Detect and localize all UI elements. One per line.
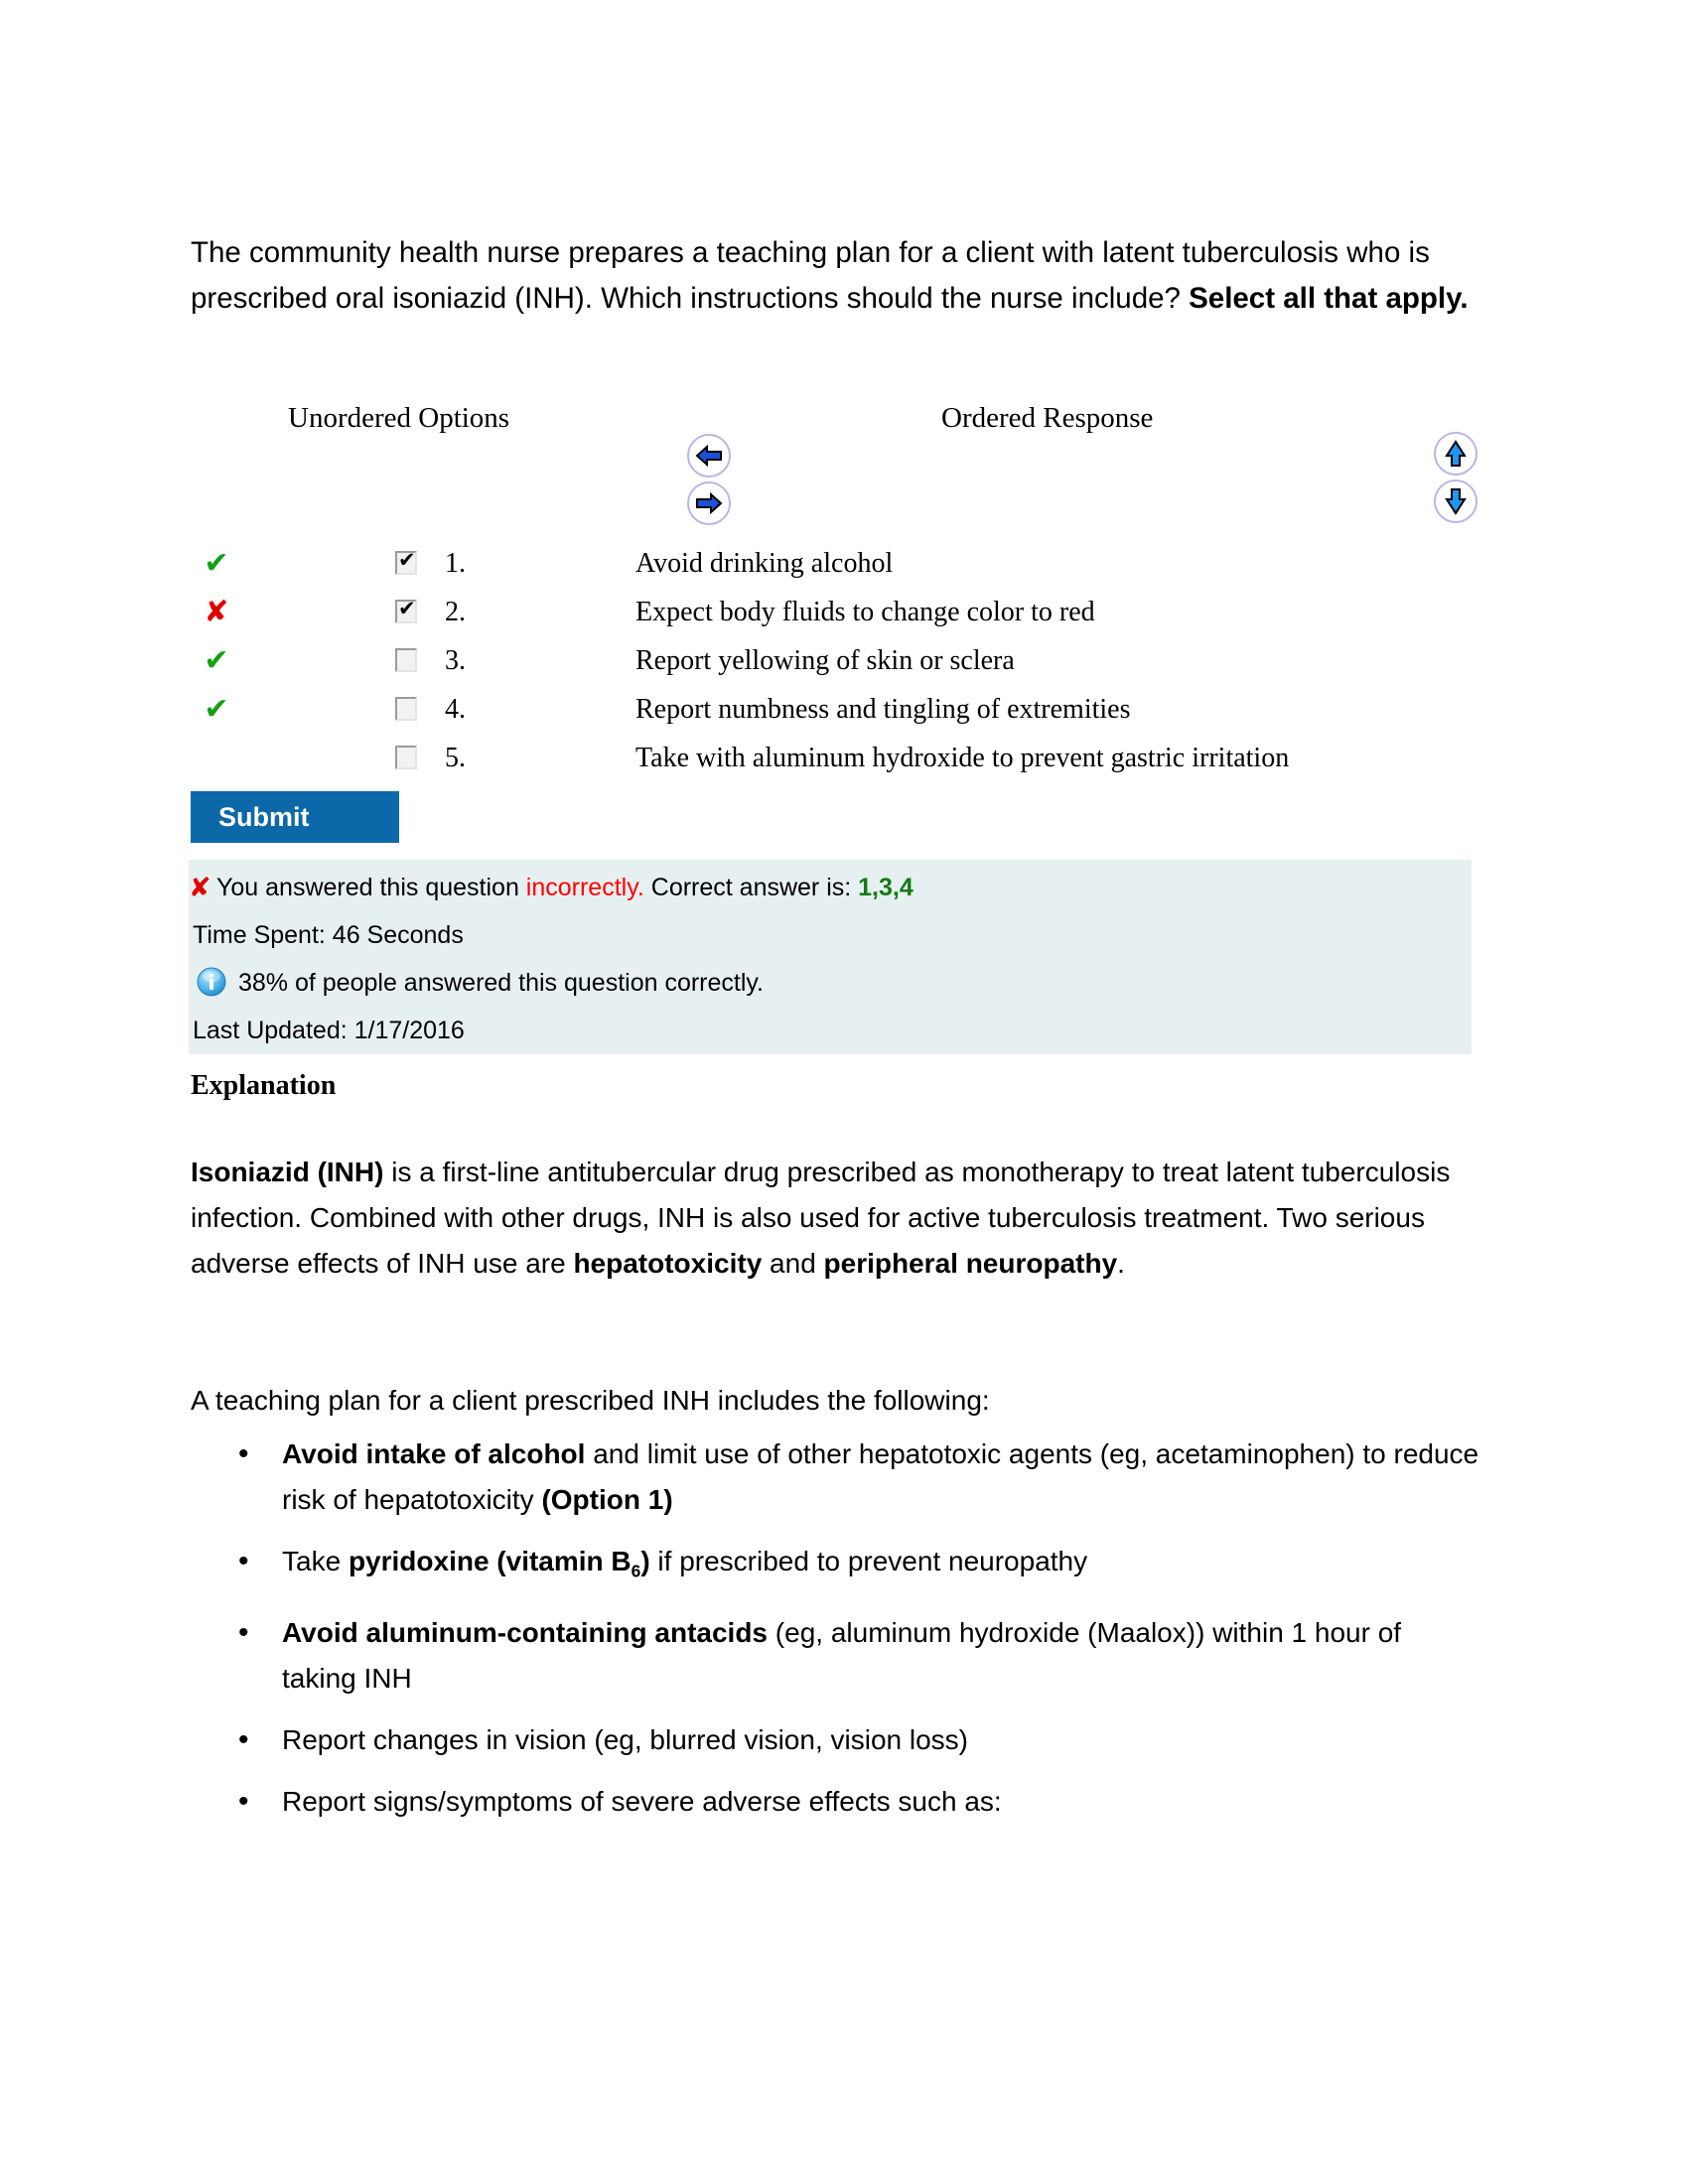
result-prefix: You answered this question bbox=[216, 874, 526, 901]
result-middle: Correct answer is: bbox=[643, 874, 859, 901]
bullet-bold-lead: Avoid intake of alcohol bbox=[282, 1438, 586, 1469]
option-row bbox=[0, 690, 1688, 739]
option-checkbox[interactable] bbox=[395, 648, 417, 672]
question-text: The community health nurse prepares a teaching plan for a client with latent tuberculosis who is prescribed oral isoniazid (INH). Which instructions should the nurse include? bbox=[191, 236, 1430, 315]
option-row-list bbox=[0, 544, 1688, 787]
time-spent-line: Time Spent: 46 Seconds bbox=[193, 921, 464, 949]
move-up-button[interactable] bbox=[1434, 432, 1477, 476]
bullet-marker-icon: • bbox=[238, 1545, 249, 1577]
option-row bbox=[0, 593, 1688, 641]
move-down-button[interactable] bbox=[1434, 479, 1477, 523]
option-checkbox[interactable] bbox=[395, 697, 417, 721]
teaching-plan-bullet bbox=[191, 1717, 1481, 1763]
correct-check-icon: ✔ bbox=[204, 643, 229, 678]
option-checkbox[interactable] bbox=[395, 746, 417, 769]
checkmark-icon: ✔ bbox=[398, 548, 416, 572]
option-checkbox[interactable] bbox=[395, 597, 417, 623]
option-text[interactable]: Report yellowing of skin or sclera bbox=[635, 645, 1015, 676]
arrow-up-icon bbox=[1445, 440, 1467, 468]
column-header-ordered-response: Ordered Response bbox=[941, 402, 1154, 434]
percent-correct-line: 38% of people answered this question correctly. bbox=[238, 969, 765, 997]
incorrect-x-icon: ✘ bbox=[204, 595, 229, 629]
correct-check-icon: ✔ bbox=[204, 546, 229, 581]
explanation-bold-isoniazid: Isoniazid (INH) bbox=[191, 1157, 384, 1187]
bullet-text: and limit use of other hepatotoxic agents (eg, acetaminophen) to reduce risk of hepatotoxicity bbox=[282, 1438, 1479, 1515]
bullet-marker-icon: • bbox=[238, 1615, 249, 1649]
move-right-button[interactable] bbox=[687, 481, 731, 525]
bullet-text-2: if prescribed to prevent neuropathy bbox=[649, 1546, 1088, 1576]
teaching-plan-bullet bbox=[191, 1610, 1481, 1702]
vitamin-subscript: 6 bbox=[631, 1561, 641, 1581]
bullet-bold-tail: (Option 1) bbox=[541, 1484, 673, 1515]
result-status: incorrectly. bbox=[525, 874, 644, 901]
option-text[interactable]: Report numbness and tingling of extremities bbox=[635, 694, 1131, 725]
checkmark-icon: ✔ bbox=[398, 597, 416, 620]
feedback-panel bbox=[189, 860, 1472, 1054]
correct-answer-value: 1,3,4 bbox=[858, 874, 914, 901]
bullet-text: (eg, aluminum hydroxide (Maalox)) within 1 hour of taking INH bbox=[282, 1616, 1402, 1694]
arrow-down-icon bbox=[1445, 487, 1467, 515]
incorrect-x-icon: ✘ bbox=[189, 873, 211, 903]
column-header-unordered-options: Unordered Options bbox=[288, 402, 510, 434]
option-number: 2. bbox=[445, 597, 466, 627]
arrow-right-icon bbox=[695, 492, 723, 514]
bullet-marker-icon: • bbox=[238, 1784, 249, 1818]
teaching-plan-bullet bbox=[191, 1432, 1481, 1523]
last-updated-line: Last Updated: 1/17/2016 bbox=[193, 1017, 465, 1044]
explanation-text-1: is a first-line antitubercular drug prescribed as monotherapy to treat latent tuberculosis infection. Combined with other drugs, INH is also used for active tuberculosis treatment. Two serious adverse effects of INH use are bbox=[191, 1157, 1451, 1279]
submit-button[interactable]: Submit bbox=[191, 791, 399, 843]
question-select-all: Select all that apply. bbox=[1189, 282, 1469, 315]
bullet-text: Report changes in vision (eg, blurred vision, vision loss) bbox=[282, 1723, 968, 1755]
option-number: 4. bbox=[445, 694, 466, 725]
bullet-text: Report signs/symptoms of severe adverse effects such as: bbox=[282, 1785, 1002, 1817]
option-number: 5. bbox=[445, 743, 466, 773]
explanation-text-2: and bbox=[762, 1248, 824, 1279]
correct-check-icon: ✔ bbox=[204, 692, 229, 727]
option-number: 3. bbox=[445, 645, 466, 676]
option-checkbox[interactable] bbox=[395, 548, 417, 575]
explanation-paragraph-2: A teaching plan for a client prescribed INH includes the following: bbox=[191, 1385, 990, 1416]
bullet-text: Take bbox=[282, 1546, 349, 1576]
result-line bbox=[216, 874, 914, 902]
bullet-bold-middle: pyridoxine (vitamin $B_6$) bbox=[348, 1546, 650, 1581]
explanation-paragraph-1 bbox=[191, 1150, 1470, 1287]
option-row bbox=[0, 641, 1688, 690]
teaching-plan-bullet bbox=[191, 1539, 1481, 1594]
option-row bbox=[0, 739, 1688, 787]
move-left-button[interactable] bbox=[687, 434, 731, 478]
bullet-marker-icon: • bbox=[238, 1722, 249, 1756]
option-text[interactable]: Take with aluminum hydroxide to prevent gastric irritation bbox=[635, 743, 1290, 773]
explanation-text-3: . bbox=[1117, 1248, 1125, 1279]
question-stem bbox=[191, 230, 1470, 322]
option-number: 1. bbox=[445, 548, 466, 579]
explanation-bold-hepatotoxicity: hepatotoxicity bbox=[573, 1248, 763, 1279]
option-row bbox=[0, 544, 1688, 593]
arrow-left-icon bbox=[695, 445, 723, 467]
teaching-plan-bullet-list bbox=[191, 1432, 1481, 1841]
bullet-bold-middle-close: ) bbox=[640, 1546, 650, 1576]
info-icon bbox=[197, 967, 226, 997]
explanation-bold-neuropathy: peripheral neuropathy bbox=[823, 1248, 1118, 1279]
bullet-marker-icon: • bbox=[238, 1437, 249, 1470]
bullet-bold-lead: Avoid aluminum-containing antacids bbox=[282, 1616, 769, 1648]
option-text[interactable]: Avoid drinking alcohol bbox=[635, 548, 894, 579]
teaching-plan-bullet bbox=[191, 1779, 1481, 1825]
option-text[interactable]: Expect body fluids to change color to red bbox=[635, 597, 1095, 627]
explanation-heading: Explanation bbox=[191, 1070, 337, 1101]
